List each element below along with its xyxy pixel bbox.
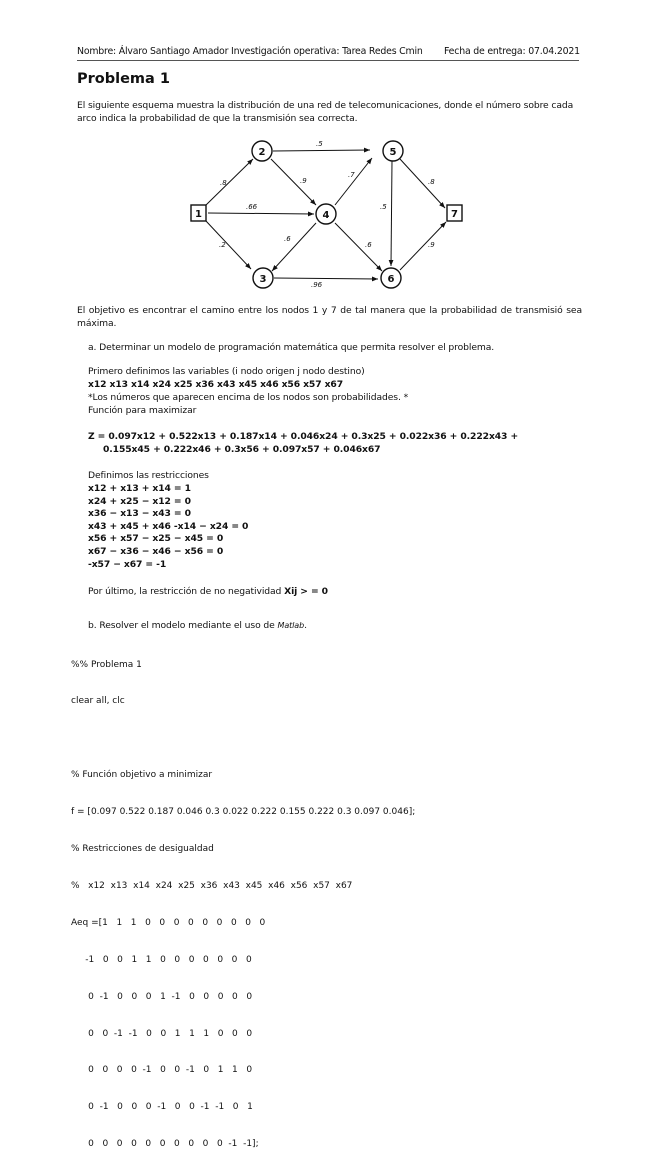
edge-4-3 [272,223,316,271]
code-line: 0 0 0 0 0 0 0 0 0 0 -1 -1]; [71,1139,259,1150]
code-line: % x12 x13 x14 x24 x25 x36 x43 x45 x46 x56 x57 x67 [71,880,353,891]
node-2: 2 [258,147,266,158]
nonneg-text: Por último, la restricción de no negatividad [88,586,285,597]
prob-note: *Los números que aparecen encima de los nodos son probabilidades. * [88,392,409,403]
code-line: 0 -1 0 0 0 -1 0 0 -1 -1 0 1 [71,1102,253,1113]
label-e67: .9 [428,241,435,249]
objective-function-line-1: Z = 0.097x12 + 0.522x13 + 0.187x14 + 0.046x24 + 0.3x25 + 0.022x36 + 0.222x43 + [88,431,519,442]
code-line: 0 0 -1 -1 0 0 1 1 1 0 0 0 [71,1028,253,1039]
item-b-label [88,620,307,633]
label-e25: .5 [316,140,323,148]
label-e46: .6 [365,241,372,249]
node-4: 4 [322,210,330,221]
code-line: % Restricciones de desigualdad [71,844,214,855]
edge-4-5 [335,158,372,205]
label-e36: .96 [311,281,323,289]
edge-2-4 [271,159,316,205]
item-a-label: a. Determinar un modelo de programación matemática que permita resolver el problema. [88,342,495,353]
restrictions-label: Definimos las restricciones [88,470,209,481]
due-date: Fecha de entrega: 07.04.2021 [444,46,580,57]
edge-4-6 [335,223,382,271]
code-line: 0 -1 0 0 0 1 -1 0 0 0 0 0 [71,991,253,1002]
restriction: -x57 − x67 = -1 [88,558,167,570]
vars-intro: Primero definimos las variables (i nodo origen j nodo destino) [88,366,365,377]
label-e13: .2 [219,241,226,249]
restrictions-list [88,483,248,571]
objective-function-line-2: 0.155x45 + 0.222x46 + 0.3x56 + 0.097x57 + 0.046x67 [103,444,381,455]
restriction: x43 + x45 + x46 -x14 − x24 = 0 [88,520,249,532]
label-e24: .9 [300,177,307,185]
label-e43: .6 [284,235,291,243]
label-e14: .66 [246,203,258,211]
code-line: -1 0 0 1 1 0 0 0 0 0 0 0 [71,954,252,965]
student-name: Nombre: Álvaro Santiago Amador [77,46,229,57]
course-title: Investigación operativa: Tarea Redes Cmin [231,46,423,57]
edge-5-7 [400,159,445,208]
page-header [77,46,580,60]
nonneg-constraint: Xij > = 0 [284,586,328,597]
restriction: x67 − x36 − x46 − x56 = 0 [88,545,224,557]
edge-1-4 [208,213,314,214]
edge-3-6 [274,278,378,279]
edge-5-6 [391,161,392,266]
item-b-text: b. Resolver el modelo mediante el uso de [88,620,278,631]
function-label: Función para maximizar [88,405,197,416]
code-line: % Función objetivo a minimizar [71,770,213,781]
restriction: x12 + x13 + x14 = 1 [88,483,191,494]
item-b-matlab: Matlab [277,621,305,630]
node-7: 7 [451,209,458,220]
code-line: %% Problema 1 [71,659,142,670]
restriction: x24 + x25 − x12 = 0 [88,495,191,507]
code-line: 0 0 0 0 -1 0 0 -1 0 1 1 0 [71,1065,253,1076]
node-5: 5 [389,147,397,158]
label-e57: .8 [428,178,435,186]
node-1: 1 [195,209,202,220]
node-3: 3 [259,274,267,285]
label-e56: .5 [380,203,387,211]
restriction: x36 − x13 − x43 = 0 [88,508,191,520]
edge-1-3 [206,221,251,269]
edge-6-7 [400,222,446,270]
label-e45: .7 [348,171,355,179]
objective-paragraph: El objetivo es encontrar el camino entre los nodos 1 y 7 de tal manera que la probabilidad de transmisió sea máxima. [77,305,582,329]
code-line: f = [0.097 0.522 0.187 0.046 0.3 0.022 0.222 0.155 0.222 0.3 0.097 0.046]; [71,807,416,818]
network-diagram [185,135,470,295]
edge-1-2 [206,159,253,205]
header-rule [77,60,579,61]
label-e12: .8 [220,179,227,187]
nonnegativity-line [88,586,328,599]
node-6: 6 [387,274,395,285]
vars-list: x12 x13 x14 x24 x25 x36 x43 x45 x46 x56 x57 x67 [88,379,344,390]
code-line: clear all, clc [71,696,125,707]
item-b-end: . [304,620,307,631]
edge-2-5 [273,150,370,151]
code-line [71,732,415,744]
restriction: x56 + x57 − x25 − x45 = 0 [88,533,224,545]
code-line: Aeq =[1 1 1 0 0 0 0 0 0 0 0 0 [71,917,266,928]
intro-paragraph: El siguiente esquema muestra la distribución de una red de telecomunicaciones, donde el número sobre cada arco indica la probabilidad de que la transmisión sea correcta. [77,100,574,124]
problem-title: Problema 1 [77,71,170,87]
matlab-code [71,634,415,1175]
